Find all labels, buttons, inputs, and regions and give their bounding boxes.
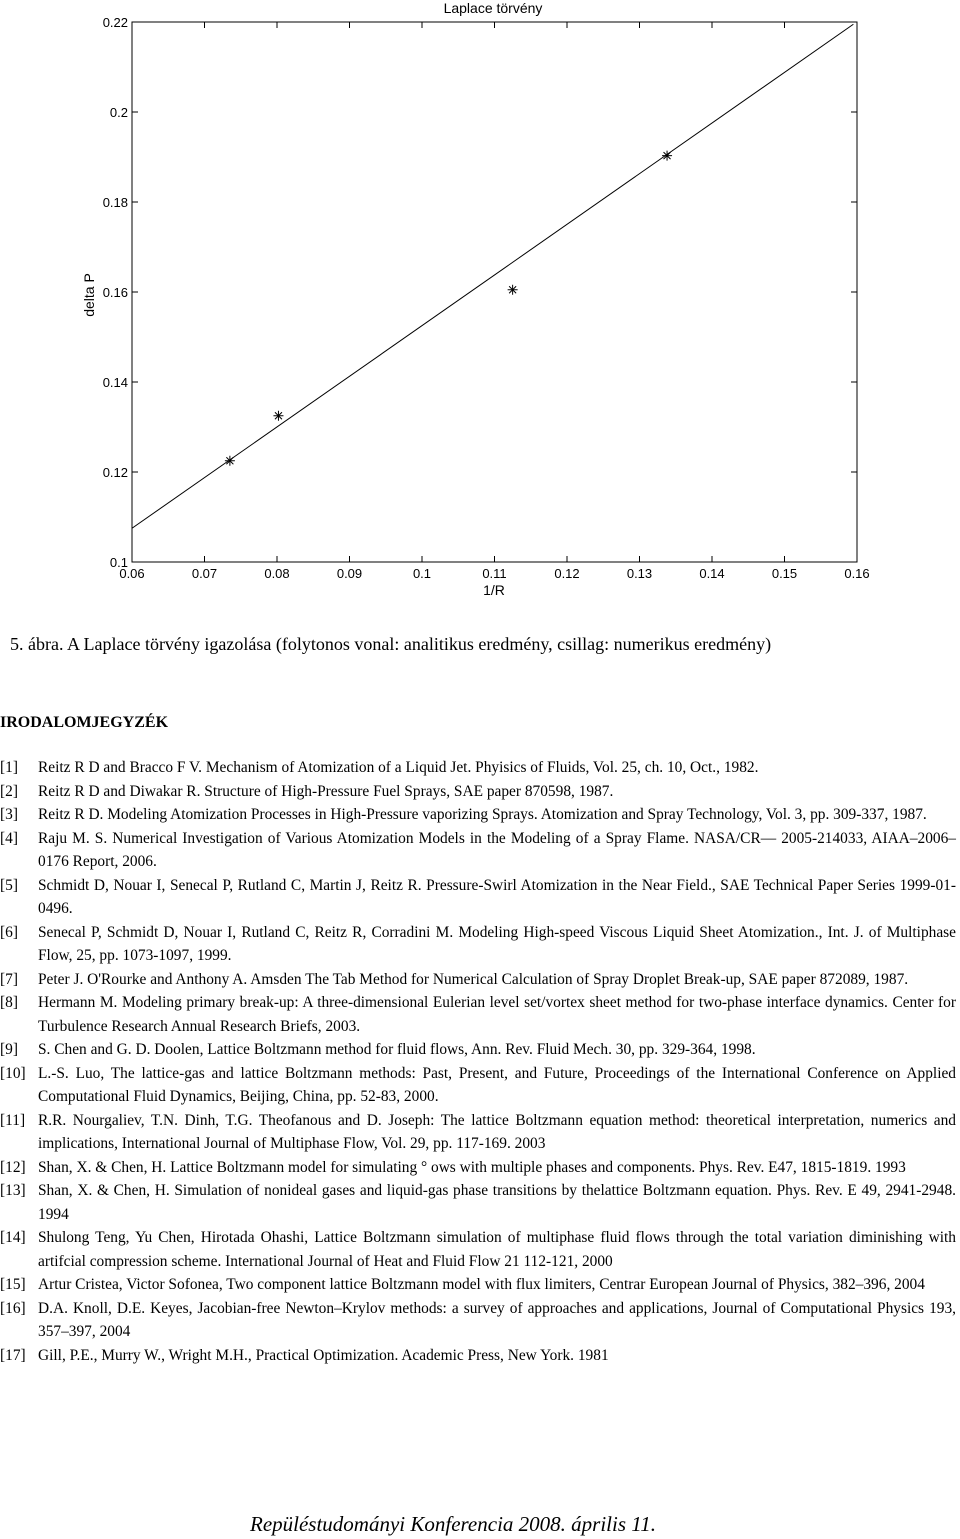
reference-item (0, 1297, 956, 1344)
reference-number: [16] (0, 1299, 26, 1317)
reference-item (0, 1109, 956, 1156)
reference-item (0, 874, 956, 921)
x-tick-label: 0.1 (412, 566, 432, 581)
reference-number: [1] (0, 759, 18, 776)
x-tick-label: 0.13 (626, 566, 653, 581)
reference-number: [14] (0, 1229, 26, 1246)
reference-number: [8] (0, 994, 18, 1011)
y-tick-label: 0.22 (102, 15, 128, 30)
y-tick-label: 0.16 (102, 285, 128, 300)
conference-footer: Repüléstudományi Konferencia 2008. április 11. (250, 1512, 656, 1536)
reference-item (0, 1344, 956, 1368)
reference-text: R.R. Nourgaliev, T.N. Dinh, T.G. Theofanous and D. Joseph: The lattice Boltzmann equation method: theoretical interpretation, numerics and implications, International Journal of Multiphase Flow, Vol. 29, pp. 117-169. 2003 (38, 1111, 956, 1152)
reference-item (0, 1179, 956, 1226)
y-axis-label: delta P (81, 273, 97, 317)
reference-number: [11] (0, 1111, 26, 1129)
reference-number: [2] (0, 782, 18, 800)
analytic-line (132, 24, 853, 528)
reference-item (0, 803, 956, 827)
reference-number: [4] (0, 829, 18, 847)
reference-list (0, 756, 956, 1367)
reference-text: Peter J. O'Rourke and Anthony A. Amsden The Tab Method for Numerical Calculation of Spray Droplet Break-up, SAE paper 872089, 1987. (38, 970, 909, 988)
x-axis-ticks (119, 22, 869, 581)
reference-text: Senecal P, Schmidt D, Nouar I, Rutland C, Reitz R, Corradini M. Modeling High-speed Viscous Liquid Sheet Atomization., Int. J. of Multiphase Flow, 25, pp. 1073-1097, 1999. (38, 923, 956, 964)
reference-item (0, 991, 956, 1038)
reference-item (0, 780, 956, 804)
reference-item (0, 1062, 956, 1109)
numeric-point-marker (662, 151, 672, 161)
reference-item (0, 1038, 956, 1062)
reference-text: Reitz R D and Bracco F V. Mechanism of Atomization of a Liquid Jet. Phyisics of Fluids, Vol. 25, ch. 10, Oct., 1982. (38, 759, 759, 776)
reference-item (0, 921, 956, 968)
reference-number: [6] (0, 923, 18, 941)
chart-title: Laplace törvény (443, 0, 543, 16)
x-axis-label: 1/R (483, 582, 505, 598)
reference-number: [7] (0, 970, 18, 988)
reference-text: Shulong Teng, Yu Chen, Hirotada Ohashi, Lattice Boltzmann simulation of multiphase fluid flows through the total variation diminishing with artifcial compression scheme. International Journal of Heat and Fluid Flow 21 112-121, 2000 (38, 1229, 956, 1270)
reference-number: [9] (0, 1041, 18, 1058)
y-tick-label: 0.1 (109, 555, 128, 570)
y-tick-label: 0.18 (102, 195, 128, 210)
references-heading: IRODALOMJEGYZÉK (0, 714, 169, 731)
reference-text: Shan, X. & Chen, H. Lattice Boltzmann model for simulating ° ows with multiple phases and components. Phys. Rev. E47, 1815-1819. 1993 (38, 1158, 906, 1176)
reference-item (0, 1226, 956, 1273)
x-tick-label: 0.14 (699, 566, 725, 581)
reference-text: Artur Cristea, Victor Sofonea, Two component lattice Boltzmann model with flux limiters, Centrar European Journal of Physics, 382–396, 2004 (38, 1276, 925, 1293)
reference-item (0, 968, 956, 992)
reference-number: [15] (0, 1276, 26, 1293)
reference-number: [17] (0, 1346, 26, 1364)
x-tick-label: 0.12 (554, 566, 580, 581)
x-tick-label: 0.16 (844, 566, 870, 581)
reference-number: [12] (0, 1158, 26, 1176)
reference-text: S. Chen and G. D. Doolen, Lattice Boltzmann method for fluid flows, Ann. Rev. Fluid Mech. 30, pp. 329-364, 1998. (38, 1041, 756, 1058)
x-tick-label: 0.09 (336, 566, 363, 581)
x-tick-label: 0.11 (482, 566, 507, 581)
reference-text: Reitz R D. Modeling Atomization Processes in High-Pressure vaporizing Sprays. Atomization and Spray Technology, Vol. 3, pp. 309-337, 1987. (38, 806, 927, 823)
y-tick-label: 0.14 (102, 375, 128, 390)
reference-text: Gill, P.E., Murry W., Wright M.H., Practical Optimization. Academic Press, New York. 1981 (38, 1346, 609, 1364)
x-tick-label: 0.07 (191, 566, 218, 581)
reference-text: D.A. Knoll, D.E. Keyes, Jacobian-free Newton–Krylov methods: a survey of approaches and applications, Journal of Computational Physics 193, 357–397, 2004 (38, 1299, 956, 1340)
reference-item (0, 1156, 956, 1180)
x-tick-label: 0.06 (119, 566, 145, 581)
numeric-point-marker (273, 411, 283, 421)
x-tick-label: 0.08 (264, 566, 290, 581)
reference-text: L.-S. Luo, The lattice-gas and lattice Boltzmann methods: Past, Present, and Future, Proceedings of the International Conference on Applied Computational Fluid Dynamics, Beijing, China, pp. 52-83, 2000. (38, 1064, 956, 1105)
figure-caption: 5. ábra. A Laplace törvény igazolása (folytonos vonal: analitikus eredmény, csillag: numerikus eredmény) (10, 634, 772, 654)
reference-number: [5] (0, 876, 18, 894)
reference-text: Raju M. S. Numerical Investigation of Various Atomization Models in the Modeling of a Spray Flame. NASA/CR— 2005-214033, AIAA–2006–0176 Report, 2006. (38, 829, 956, 870)
reference-item (0, 827, 956, 874)
reference-number: [10] (0, 1064, 26, 1082)
x-tick-label: 0.15 (771, 566, 798, 581)
y-tick-label: 0.2 (109, 105, 128, 120)
plot-frame (132, 22, 857, 562)
reference-number: [13] (0, 1182, 26, 1199)
reference-item (0, 756, 956, 780)
numeric-point-marker (508, 285, 518, 295)
reference-number: [3] (0, 806, 18, 823)
series-layer (132, 24, 853, 528)
reference-text: Schmidt D, Nouar I, Senecal P, Rutland C, Martin J, Reitz R. Pressure-Swirl Atomization in the Near Field., SAE Technical Paper Series 1999-01-0496. (38, 876, 956, 917)
reference-text: Shan, X. & Chen, H. Simulation of nonideal gases and liquid-gas phase transitions by thelattice Boltzmann equation. Phys. Rev. E 49, 2941-2948. 1994 (38, 1182, 956, 1223)
y-tick-label: 0.12 (102, 465, 128, 480)
reference-text: Hermann M. Modeling primary break-up: A three-dimensional Eulerian level set/vortex sheet method for two-phase interface dynamics. Center for Turbulence Research Annual Research Briefs, 2003. (38, 994, 956, 1035)
reference-text: Reitz R D and Diwakar R. Structure of High-Pressure Fuel Sprays, SAE paper 870598, 1987. (38, 782, 614, 800)
y-axis-ticks (103, 15, 857, 570)
reference-item (0, 1273, 956, 1297)
numeric-point-marker (225, 456, 235, 466)
laplace-chart (0, 0, 960, 610)
